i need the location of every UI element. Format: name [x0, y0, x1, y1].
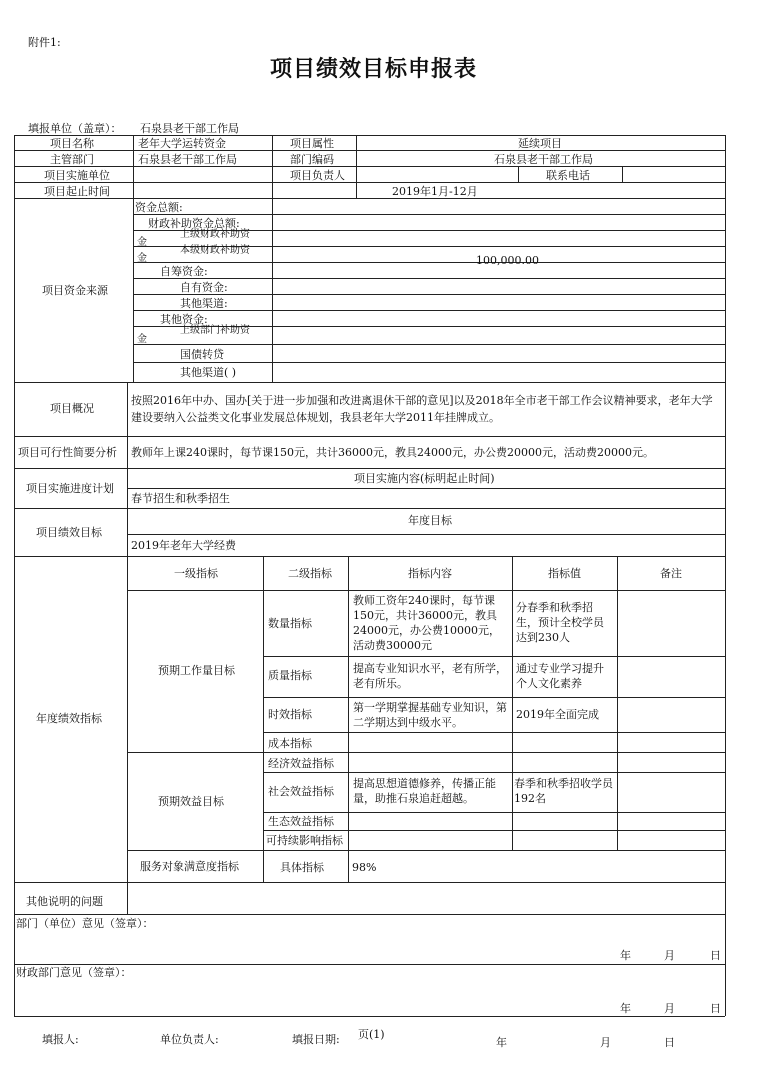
attachment-label: 附件1: — [28, 36, 61, 49]
table-row-l2: 时效指标 — [268, 708, 312, 721]
effect-target: 预期效益目标 — [158, 795, 224, 808]
funds-other-funds: 其他资金: — [160, 313, 208, 326]
funds-label: 项目资金来源 — [42, 284, 108, 297]
footer-year: 年 — [496, 1036, 507, 1049]
funds-bond: 国债转贷 — [180, 348, 224, 361]
funds-fin-total: 财政补助资金总额: — [148, 217, 240, 230]
footer-unit-leader: 单位负责人: — [160, 1033, 219, 1046]
goal-label: 项目绩效目标 — [36, 526, 102, 539]
indicators-label: 年度绩效指标 — [36, 712, 102, 725]
col-header-l2: 二级指标 — [288, 567, 332, 580]
funds-upper-fin-2: 金 — [137, 237, 147, 248]
dept-value: 石泉县老干部工作局 — [138, 153, 237, 166]
footer-page: 页(1) — [358, 1028, 385, 1041]
col-header-value: 指标值 — [548, 567, 581, 580]
dept-opinion-day: 日 — [710, 949, 721, 962]
other-issues-label: 其他说明的问题 — [26, 895, 103, 908]
fin-opinion-day: 日 — [710, 1002, 721, 1015]
goal-content: 2019年老年大学经费 — [131, 539, 236, 552]
period-label: 项目起止时间 — [44, 185, 110, 198]
col-header-remark: 备注 — [660, 567, 682, 580]
funds-local-fin-1: 本级财政补助资 — [180, 245, 250, 256]
table-row-value: 通过专业学习提升个人文化素养 — [516, 662, 604, 690]
dept-opinion-year: 年 — [620, 949, 631, 962]
table-row-l2: 质量指标 — [268, 669, 312, 682]
footer-day: 日 — [664, 1036, 675, 1049]
satisfaction-target: 服务对象满意度指标 — [140, 860, 239, 873]
leader-label: 项目负责人 — [290, 169, 345, 182]
dept-opinion-month: 月 — [664, 949, 675, 962]
table-row-content: 提高思想道德修养，传播正能量，助推石泉追赶超越。 — [353, 777, 496, 805]
fin-opinion-label: 财政部门意见（签章）： — [16, 966, 132, 979]
table-row-l2: 成本指标 — [268, 737, 312, 750]
table-row-l2: 社会效益指标 — [268, 785, 334, 798]
table-row-l2: 生态效益指标 — [268, 815, 334, 828]
funds-upper-dept-2: 金 — [137, 334, 147, 345]
filing-unit-label: 填报单位（盖章）： — [28, 122, 122, 135]
table-row-l2: 数量指标 — [268, 617, 312, 630]
table-row-l2: 具体指标 — [280, 861, 324, 874]
dept-opinion-label: 部门（单位）意见（签章）： — [16, 917, 154, 930]
project-name-label: 项目名称 — [50, 137, 94, 150]
table-row-l2: 经济效益指标 — [268, 757, 334, 770]
col-header-l1: 一级指标 — [174, 567, 218, 580]
contact-label: 联系电话 — [546, 169, 590, 182]
funds-upper-fin-1: 上级财政补助资 — [180, 229, 250, 240]
funds-other-channel-2: 其他渠道( ) — [180, 366, 237, 379]
fin-opinion-year: 年 — [620, 1002, 631, 1015]
filing-unit-value: 石泉县老干部工作局 — [140, 122, 239, 135]
table-row-value: 春季和秋季招收学员192名 — [514, 777, 613, 805]
table-row-content: 第一学期掌握基础专业知识，第二学期达到中级水平。 — [353, 701, 507, 729]
funds-other-channel: 其他渠道: — [180, 297, 228, 310]
feasibility-text: 教师年上课240课时，每节课150元，共计36000元，教具24000元，办公费20000元，活动费20000元。 — [131, 446, 654, 459]
funds-local-fin-value: 100,000.00 — [476, 254, 539, 267]
project-attr-value: 延续项目 — [518, 137, 562, 150]
overview-text: 按照2016年中办、国办[关于进一步加强和改进离退休干部的意见]以及2018年全市老干部工作会议精神要求，老年大学建设要纳入公益类文化事业发展总体规划，我县老年大学2011年挂牌成立。 — [131, 394, 713, 424]
footer-month: 月 — [600, 1036, 611, 1049]
table-row-content: 98% — [352, 861, 377, 874]
project-attr-label: 项目属性 — [290, 137, 334, 150]
funds-total: 资金总额: — [135, 201, 183, 214]
goal-header: 年度目标 — [408, 514, 452, 527]
table-row-content: 教师工资年240课时，每节课150元，共计36000元，教具24000元，办公费10000元，活动费30000元 — [353, 594, 500, 652]
feasibility-label: 项目可行性简要分析 — [18, 446, 117, 459]
table-row-content: 提高专业知识水平，老有所学，老有所乐。 — [353, 662, 507, 690]
period-value: 2019年1月-12月 — [392, 185, 478, 198]
table-row-value: 2019年全面完成 — [516, 708, 599, 721]
footer-fill-date: 填报日期: — [292, 1033, 340, 1046]
dept-code-label: 部门编码 — [290, 153, 334, 166]
table-row-value: 分春季和秋季招生，预计全校学员达到230人 — [516, 601, 604, 644]
dept-code-value: 石泉县老干部工作局 — [494, 153, 593, 166]
funds-self-raised: 自筹资金: — [160, 265, 208, 278]
project-name-value: 老年大学运转资金 — [138, 137, 226, 150]
fin-opinion-month: 月 — [664, 1002, 675, 1015]
page-title: 项目绩效目标申报表 — [270, 56, 478, 82]
funds-upper-dept-1: 上级部门补助资 — [180, 325, 250, 336]
impl-unit-label: 项目实施单位 — [44, 169, 110, 182]
dept-label: 主管部门 — [50, 153, 94, 166]
schedule-header: 项目实施内容(标明起止时间) — [354, 472, 495, 485]
funds-local-fin-2: 金 — [137, 253, 147, 264]
table-row-l2: 可持续影响指标 — [266, 834, 343, 847]
footer-filler: 填报人: — [42, 1033, 79, 1046]
overview-label: 项目概况 — [50, 402, 94, 415]
schedule-label: 项目实施进度计划 — [26, 482, 114, 495]
funds-own: 自有资金: — [180, 281, 228, 294]
workload-target: 预期工作量目标 — [158, 664, 235, 677]
col-header-content: 指标内容 — [408, 567, 452, 580]
schedule-content: 春节招生和秋季招生 — [131, 492, 230, 505]
